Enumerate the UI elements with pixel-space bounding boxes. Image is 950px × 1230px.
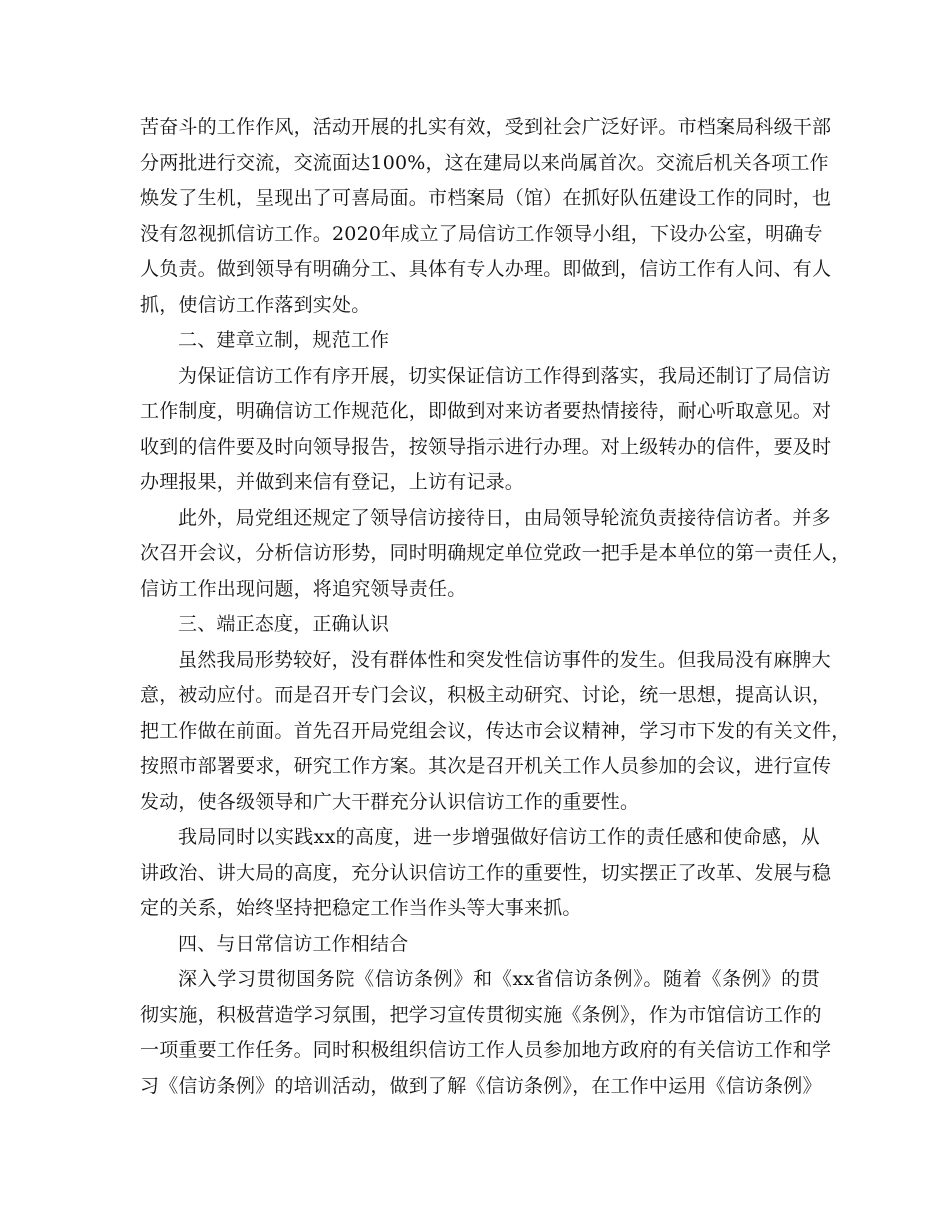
text-line: 深入学习贯彻国务院《信访条例》和《xx省信访条例》。随着《条例》的贯 xyxy=(178,968,820,990)
text-line: 发动，使各级领导和广大干群充分认识信访工作的重要性。 xyxy=(140,790,640,813)
text-line: 虽然我局形势较好，没有群体性和突发性信访事件的发生。但我局没有麻脾大 xyxy=(178,648,831,671)
text-line: 没有忽视抓信访工作。2020年成立了局信访工作领导小组，下设办公室，明确专 xyxy=(140,222,823,245)
text-line: 苦奋斗的工作作风，活动开展的扎实有效，受到社会广泛好评。市档案局科级干部 xyxy=(140,116,832,138)
text-line: 抓，使信访工作落到实处。 xyxy=(140,293,371,316)
text-line: 为保证信访工作有序开展，切实保证信访工作得到落实，我局还制订了局信访 xyxy=(178,364,831,387)
text-line: 工作制度，明确信访工作规范化，即做到对来访者要热情接待，耐心听取意见。对 xyxy=(140,400,832,422)
text-line: 分两批进行交流，交流面达100%，这在建局以来尚属首次。交流后机关各项工作 xyxy=(140,151,829,174)
text-line: 焕发了生机，呈现出了可喜局面。市档案局（馆）在抓好队伍建设工作的同时，也 xyxy=(140,187,832,209)
text-line: 彻实施，积极营造学习氛围，把学习宣传贯彻实施《条例》，作为市馆信访工作的 xyxy=(140,1003,822,1026)
document-body xyxy=(140,110,851,1104)
text-line: 办理报果，并做到来信有登记，上访有记录。 xyxy=(140,471,525,493)
text-line: 人负责。做到领导有明确分工、具体有专人办理。即做到，信访工作有人问、有人 xyxy=(140,258,832,280)
text-line: 我局同时以实践xx的高度，进一步增强做好信访工作的责任感和使命感，从 xyxy=(178,826,820,848)
text-line: 把工作做在前面。首先召开局党组会议，传达市会议精神，学习市下发的有关文件， xyxy=(140,719,851,742)
text-line: 定的关系，始终坚持把稳定工作当作头等大事来抓。 xyxy=(140,897,582,919)
text-line: 一项重要工作任务。同时积极组织信访工作人员参加地方政府的有关信访工作和学 xyxy=(140,1039,832,1061)
text-line: 意，被动应付。而是召开专门会议，积极主动研究、讨论，统一思想，提高认识， xyxy=(140,684,832,706)
text-line: 按照市部署要求，研究工作方案。其次是召开机关工作人员参加的会议，进行宣传 xyxy=(140,755,832,777)
text-line: 讲政治、讲大局的高度，充分认识信访工作的重要性，切实摆正了改革、发展与稳 xyxy=(140,861,832,884)
text-line: 二、建章立制，规范工作 xyxy=(178,329,390,351)
text-line: 次召开会议，分析信访形势，同时明确规定单位党政一把手是本单位的第一责任人， xyxy=(140,542,851,564)
text-line: 此外，局党组还规定了领导信访接待日，由局领导轮流负责接待信访者。并多 xyxy=(178,506,831,529)
text-line: 信访工作出现问题，将追究领导责任。 xyxy=(140,577,467,600)
text-line: 四、与日常信访工作相结合 xyxy=(178,932,409,955)
text-line: 习《信访条例》的培训活动，做到了解《信访条例》，在工作中运用《信访条例》 xyxy=(140,1074,822,1097)
text-line: 收到的信件要及时向领导报告，按领导指示进行办理。对上级转办的信件，要及时 xyxy=(140,435,832,458)
text-line: 三、端正态度，正确认识 xyxy=(178,613,390,635)
